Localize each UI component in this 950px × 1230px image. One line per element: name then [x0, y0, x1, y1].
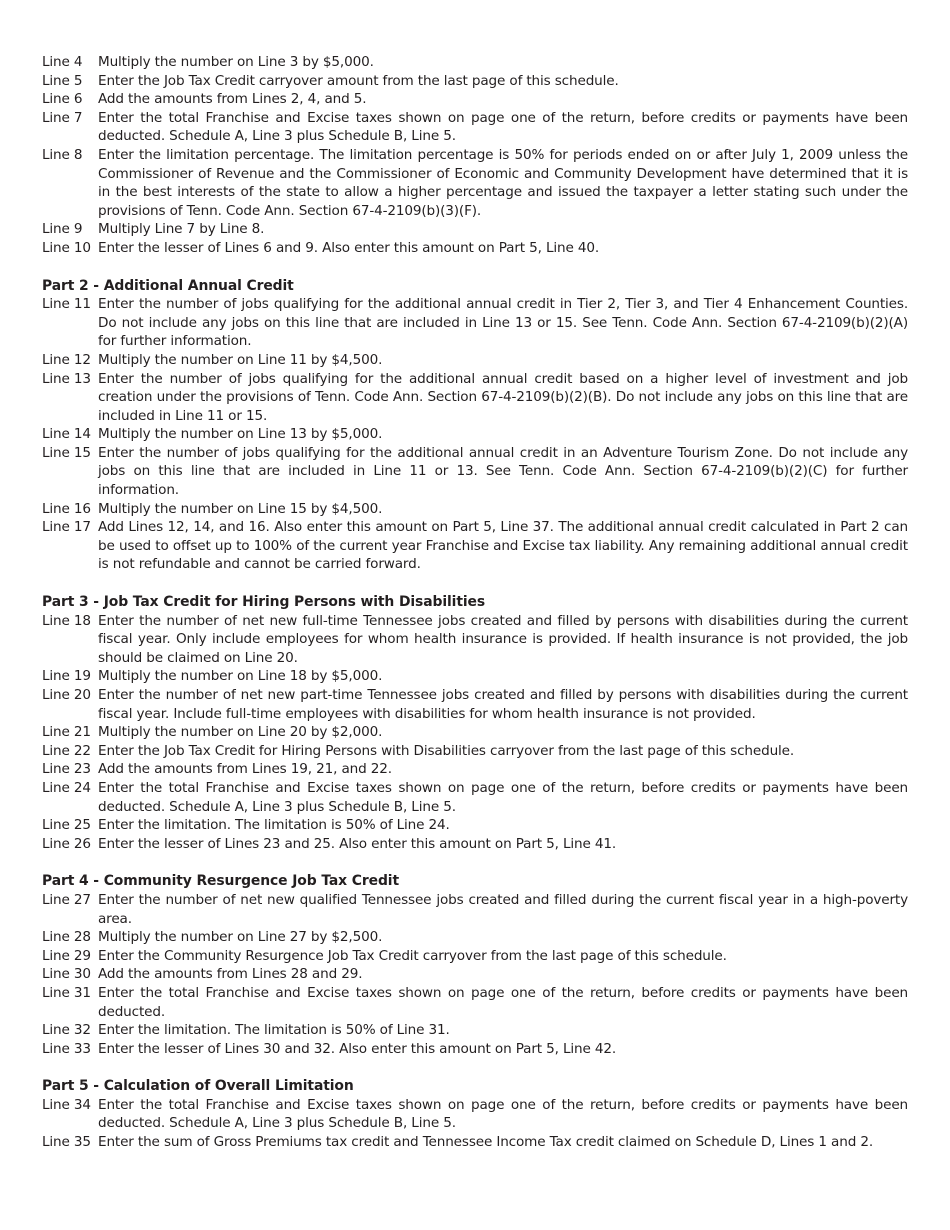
line-number: Line 9	[42, 221, 83, 238]
line-text: Enter the lesser of Lines 6 and 9. Also enter this amount on Part 5, Line 40.	[98, 239, 600, 256]
line-text: Enter the Job Tax Credit for Hiring Persons with Disabilities carryover from the last page of this schedule.	[98, 742, 795, 759]
line-number: Line 32	[42, 1022, 91, 1039]
line-text: Enter the number of jobs qualifying for the additional annual credit in an Adventure Tourism Zone. Do not include any jobs on this line that are included in Line 11 or 13. See Tenn. Code Ann. Section 67-4-2109(b)(2)(C) for further information.	[98, 444, 908, 499]
line-text: Enter the number of jobs qualifying for the additional annual credit in Tier 2, Tier 3, and Tier 4 Enhancement Counties. Do not include any jobs on this line that are included in Line 13 or 15. See Tenn. Code Ann. Section 67-4-2109(b)(2)(A) for further information.	[98, 296, 908, 350]
instruction-line	[42, 220, 908, 239]
instruction-line	[42, 109, 908, 146]
line-number: Line 8	[42, 146, 83, 163]
line-number: Line 26	[42, 835, 91, 852]
instruction-line	[42, 686, 908, 723]
line-number: Line 27	[42, 891, 91, 908]
line-text: Enter the number of net new part-time Tennessee jobs created and filled by persons with disabilities during the current fiscal year. Include full-time employees with disabilities for whom health insurance is not provided.	[98, 687, 908, 722]
line-text: Enter the total Franchise and Excise taxes shown on page one of the return, before credits or payments have been deducted. Schedule A, Line 3 plus Schedule B, Line 5.	[98, 1096, 908, 1132]
section-heading: Part 4 - Community Resurgence Job Tax Credit	[42, 873, 399, 890]
line-number: Line 21	[42, 724, 91, 741]
section-part-2	[42, 277, 908, 575]
line-number: Line 17	[42, 519, 91, 536]
line-text: Multiply the number on Line 20 by $2,000.	[98, 724, 383, 741]
line-number: Line 18	[42, 612, 91, 629]
instruction-line	[42, 295, 908, 351]
line-number: Line 7	[42, 109, 83, 126]
line-number: Line 30	[42, 966, 91, 983]
instruction-line	[42, 667, 908, 686]
instruction-line	[42, 965, 908, 984]
line-number: Line 12	[42, 351, 91, 368]
instruction-line	[42, 928, 908, 947]
section-part-5	[42, 1077, 908, 1151]
line-text: Enter the lesser of Lines 30 and 32. Also enter this amount on Part 5, Line 42.	[98, 1040, 617, 1057]
line-number: Line 15	[42, 444, 91, 461]
line-text: Enter the number of jobs qualifying for the additional annual credit based on a higher level of investment and job creation under the provisions of Tenn. Code Ann. Section 67-4-2109(b)(2)(B). Do not include any jobs on this line that are included in Line 11 or 15.	[98, 370, 908, 424]
line-number: Line 25	[42, 817, 91, 834]
section-part-3	[42, 593, 908, 853]
line-text: Enter the total Franchise and Excise taxes shown on page one of the return, before credits or payments have been deducted. Schedule A, Line 3 plus Schedule B, Line 5.	[98, 109, 908, 145]
section-heading: Part 3 - Job Tax Credit for Hiring Persons with Disabilities	[42, 594, 486, 611]
line-number: Line 14	[42, 426, 91, 443]
instruction-line	[42, 760, 908, 779]
instruction-line	[42, 742, 908, 761]
instruction-line	[42, 1021, 908, 1040]
instruction-line	[42, 72, 908, 91]
line-text: Add the amounts from Lines 19, 21, and 22.	[98, 761, 392, 778]
line-number: Line 11	[42, 296, 91, 313]
line-text: Multiply the number on Line 3 by $5,000.	[98, 54, 374, 70]
line-number: Line 10	[42, 239, 91, 256]
instruction-line	[42, 1040, 908, 1059]
instruction-line	[42, 444, 908, 500]
line-number: Line 6	[42, 91, 83, 108]
line-number: Line 29	[42, 947, 91, 964]
instruction-line	[42, 500, 908, 519]
instruction-line	[42, 816, 908, 835]
line-text: Add Lines 12, 14, and 16. Also enter this amount on Part 5, Line 37. The additional annual credit calculated in Part 2 can be used to offset up to 100% of the current year Franchise and Excise tax liability. Any remaining additional annual credit is not refundable and cannot be carried forward.	[98, 519, 908, 573]
line-number: Line 19	[42, 668, 91, 685]
instruction-line	[42, 947, 908, 966]
line-text: Enter the limitation. The limitation is 50% of Line 24.	[98, 817, 450, 834]
line-text: Multiply the number on Line 11 by $4,500.	[98, 351, 383, 368]
instruction-line	[42, 1096, 908, 1133]
line-text: Add the amounts from Lines 2, 4, and 5.	[98, 91, 367, 108]
line-text: Enter the lesser of Lines 23 and 25. Also enter this amount on Part 5, Line 41.	[98, 835, 617, 852]
line-number: Line 34	[42, 1096, 91, 1113]
line-number: Line 22	[42, 742, 91, 759]
instruction-line	[42, 90, 908, 109]
line-text: Multiply the number on Line 13 by $5,000.	[98, 426, 383, 443]
line-text: Multiply the number on Line 18 by $5,000.	[98, 668, 383, 685]
line-text: Enter the limitation percentage. The limitation percentage is 50% for periods ended on or after July 1, 2009 unless the Commissioner of Revenue and the Commissioner of Economic and Community Development have determined that it is in the best interests of the state to allow a higher percentage and issued the taxpayer a letter stating such under the provisions of Tenn. Code Ann. Section 67-4-2109(b)(3)(F).	[98, 146, 908, 219]
instruction-line	[42, 612, 908, 668]
line-text: Multiply the number on Line 15 by $4,500.	[98, 500, 383, 517]
line-number: Line 33	[42, 1040, 91, 1057]
instruction-line	[42, 53, 908, 72]
instruction-line	[42, 779, 908, 816]
line-text: Enter the number of net new qualified Tennessee jobs created and filled during the current fiscal year in a high-poverty area.	[98, 891, 908, 927]
line-text: Enter the total Franchise and Excise taxes shown on page one of the return, before credits or payments have been deducted. Schedule A, Line 3 plus Schedule B, Line 5.	[98, 779, 908, 815]
line-number: Line 31	[42, 984, 91, 1001]
line-text: Add the amounts from Lines 28 and 29.	[98, 966, 363, 983]
instruction-line	[42, 146, 908, 220]
line-number: Line 35	[42, 1134, 91, 1151]
line-number: Line 28	[42, 929, 91, 946]
instruction-line	[42, 835, 908, 854]
instruction-line	[42, 518, 908, 574]
instruction-line	[42, 425, 908, 444]
instruction-line	[42, 984, 908, 1021]
line-text: Multiply Line 7 by Line 8.	[98, 221, 265, 238]
instruction-line	[42, 1133, 908, 1152]
line-text: Enter the number of net new full-time Tennessee jobs created and filled by persons with disabilities during the current fiscal year. Only include employees for whom health insurance is provided. If health insurance is not provided, the job should be claimed on Line 20.	[98, 612, 908, 666]
section-heading: Part 2 - Additional Annual Credit	[42, 277, 294, 294]
line-number: Line 13	[42, 370, 91, 387]
line-text: Enter the Community Resurgence Job Tax Credit carryover from the last page of this schedule.	[98, 947, 727, 964]
instruction-line	[42, 891, 908, 928]
line-text: Enter the sum of Gross Premiums tax credit and Tennessee Income Tax credit claimed on Schedule D, Lines 1 and 2.	[98, 1134, 874, 1151]
line-number: Line 4	[42, 54, 83, 70]
instruction-line	[42, 351, 908, 370]
instruction-line	[42, 723, 908, 742]
line-text: Multiply the number on Line 27 by $2,500.	[98, 929, 383, 946]
section-heading: Part 5 - Calculation of Overall Limitation	[42, 1078, 354, 1095]
line-number: Line 16	[42, 500, 91, 517]
instruction-line	[42, 239, 908, 258]
line-text: Enter the limitation. The limitation is 50% of Line 31.	[98, 1022, 450, 1039]
line-number: Line 23	[42, 761, 91, 778]
line-number: Line 5	[42, 72, 83, 89]
line-number: Line 24	[42, 779, 91, 796]
sections	[42, 277, 908, 1152]
section-part-4	[42, 872, 908, 1058]
intro-lines	[42, 53, 908, 258]
line-number: Line 20	[42, 687, 91, 703]
instruction-line	[42, 370, 908, 426]
line-text: Enter the total Franchise and Excise taxes shown on page one of the return, before credits or payments have been deducted.	[98, 984, 908, 1020]
line-text: Enter the Job Tax Credit carryover amount from the last page of this schedule.	[98, 72, 619, 89]
